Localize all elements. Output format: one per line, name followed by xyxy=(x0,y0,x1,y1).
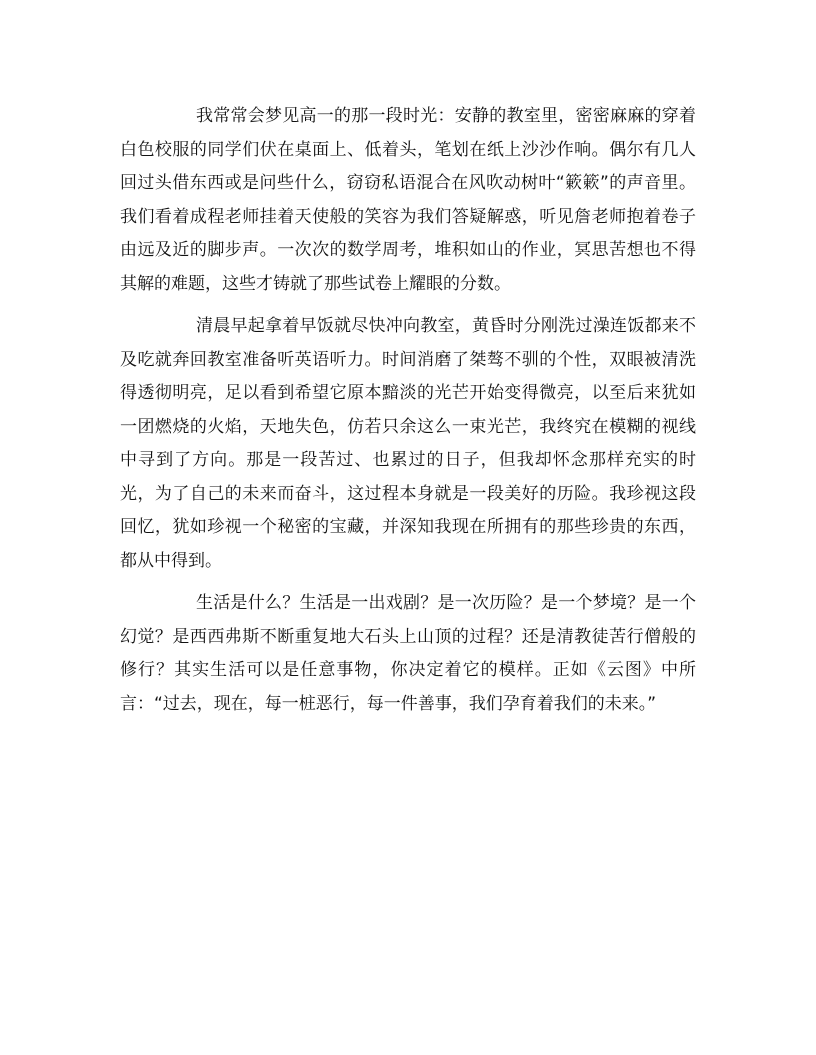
document-body xyxy=(120,100,696,721)
paragraph-1: 我常常会梦见高一的那一段时光：安静的教室里，密密麻麻的穿着白色校服的同学们伏在桌面上、低着头，笔划在纸上沙沙作响。偶尔有几人回过头借东西或是问些什么，窃窃私语混合在风吹动树叶“簌簌”的声音里。我们看着成程老师挂着天使般的笑容为我们答疑解惑，听见詹老师抱着卷子由远及近的脚步声。一次次的数学周考，堆积如山的作业，冥思苦想也不得其解的难题，这些才铸就了那些试卷上耀眼的分数。 xyxy=(120,106,696,294)
paragraph-2: 清晨早起拿着早饭就尽快冲向教室，黄昏时分刚洗过澡连饭都来不及吃就奔回教室准备听英语听力。时间消磨了桀骜不驯的个性，双眼被清洗得透彻明亮，足以看到希望它原本黯淡的光芒开始变得微亮，以至后来犹如一团燃烧的火焰，天地失色，仿若只余这么一束光芒，我终究在模糊的视线中寻到了方向。那是一段苦过、也累过的日子，但我却怀念那样充实的时光，为了自己的未来而奋斗，这过程本身就是一段美好的历险。我珍视这段回忆，犹如珍视一个秘密的宝藏，并深知我现在所拥有的那些珍贵的东西，都从中得到。 xyxy=(120,316,696,571)
paragraph-3: 生活是什么？生活是一出戏剧？是一次历险？是一个梦境？是一个幻觉？是西西弗斯不断重复地大石头上山顶的过程？还是清教徒苦行僧般的修行？其实生活可以是任意事物，你决定着它的模样。正如《云图》中所言：“过去，现在，每一桩恶行，每一件善事，我们孕育着我们的未来。” xyxy=(120,593,696,714)
